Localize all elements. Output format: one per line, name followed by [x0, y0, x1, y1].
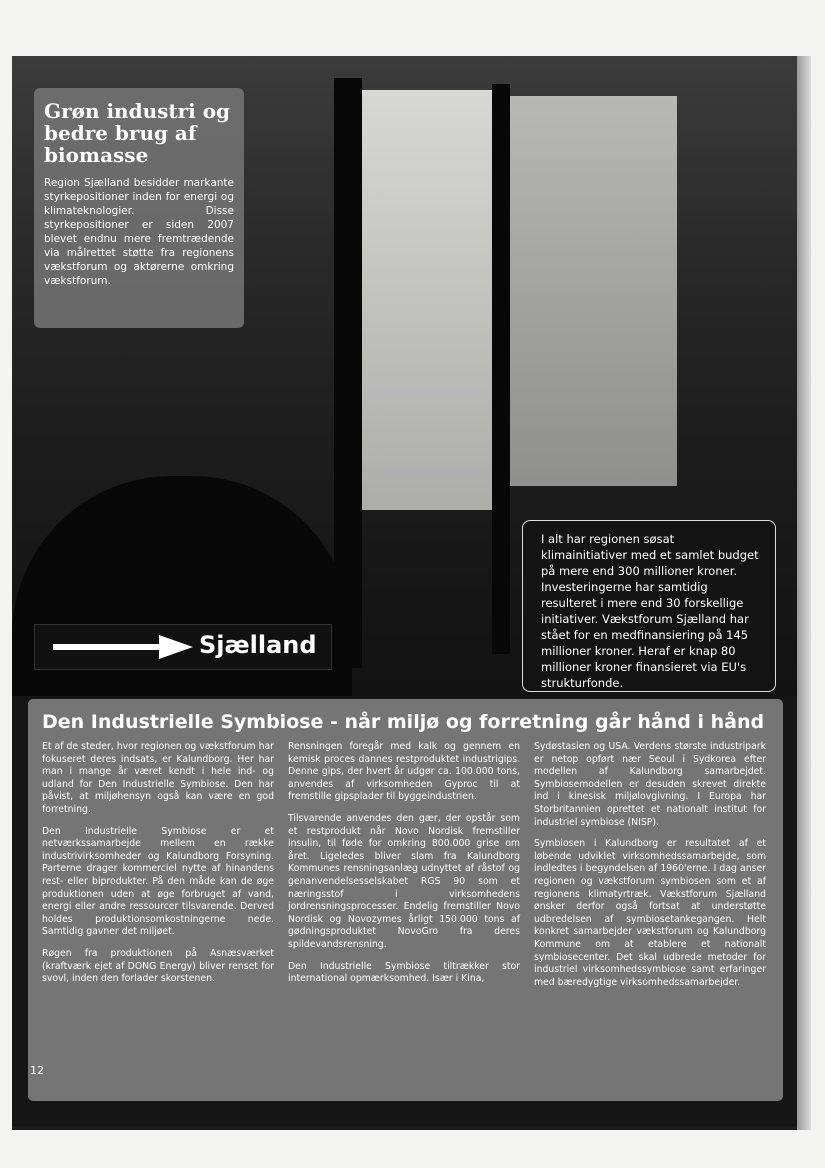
intro-text: Region Sjælland besidder markante styrkepositioner inden for energi og klimateknologier. Disse styrkepositioner er siden 2007 blevet endnu mere fremtrædende via målrettet støtte fra regionens vækstforum og aktørerne omkring vækstforum. — [44, 177, 234, 287]
paragraph: Den Industrielle Symbiose er et netværkssamarbejde mellem en række industrivirksomheder og Kalundborg Forsyning. Parterne drager kommerciel nytte af hinandens rest- eller biprodukter. På den måde kan de øge produktionen uden at øge forbruget af vand, energi eller andre ressourcer tilsvarende. Derved holdes produktionsomkostningerne nede. Samtidig gavner det miljøet. — [42, 825, 274, 938]
paragraph: Et af de steder, hvor regionen og vækstforum har fokuseret deres indsats, er Kalundborg. Her har man i mange år været kendt i hele ind- og udland for Den Industrielle Symbiose. Den har påvist, at miljøhensyn også kan være en god forretning. — [42, 741, 274, 815]
region-label: Sjælland — [199, 631, 317, 659]
article-column-2 — [288, 741, 520, 998]
callout-box — [522, 520, 776, 692]
paragraph: Den Industrielle Symbiose tiltrækker stor international opmærksomhed. Især i Kina, — [288, 960, 520, 985]
arrow-right-icon — [53, 635, 193, 659]
article-title: Den Industrielle Symbiose - når miljø og forretning går hånd i hånd — [42, 711, 765, 733]
door-frame-2 — [492, 84, 510, 654]
magazine-page — [12, 56, 797, 1126]
paragraph: Rensningen foregår med kalk og gennem en kemisk proces dannes restproduktet industrigips. Denne gips, der hvert år udgør ca. 100.000 tons, anvendes af virksomheden Gyproc til at fremstille gipsplader til byggeindustrien. — [288, 741, 520, 803]
region-bar — [34, 624, 332, 670]
page-edge — [797, 56, 811, 1130]
window-light — [360, 90, 494, 510]
intro-title: Grøn industri og bedre brug af biomasse — [44, 99, 231, 167]
window-light-2 — [507, 96, 677, 486]
article-column-1 — [42, 741, 274, 998]
callout-text: I alt har regionen søsat klimainitiativer med et samlet budget på mere end 300 millioner kroner. Investeringerne har samtidig resulteret i mere end 30 forskellige initiativer. Vækstforum Sjælland har stået for en medfinansiering på 145 millioner kroner. Heraf er knap 80 millioner kroner finansieret via EU's strukturfonde. — [541, 532, 759, 690]
intro-box — [34, 88, 244, 328]
page-number: 12 — [30, 1064, 44, 1077]
paragraph: Sydøstasien og USA. Verdens største industripark er netop opført nær Seoul i Sydkorea efter modellen af Kalundborg samarbejdet. Symbiosemodellen er desuden skrevet direkte ind i kinesisk miljølovgivning. I Europa har Storbritannien oprettet et nationalt institut for industriel symbiose (NISP). — [534, 741, 766, 828]
article-column-3 — [534, 741, 766, 998]
paragraph: Symbiosen i Kalundborg er resultatet af et løbende udviklet virksomhedssamarbejde, som indledtes i begyndelsen af 1960'erne. I dag anser regionen og vækstforum symbiosen som et af regionens klimatyrtræk. Vækstforum Sjælland ønsker derfor også fortsat at understøtte udbredelsen af symbiosetankegangen. Helt konkret samarbejder vækstforum og Kalundborg Kommune om at etablere et nationalt symbiosecenter. Det skal udbrede metoder for industriel virksomhedssymbiose samt erfaringer med bæredygtige virksomhedssamarbejder. — [534, 838, 766, 988]
article-box — [28, 699, 783, 1101]
paragraph: Tilsvarende anvendes den gær, der opstår som et restprodukt når Novo Nordisk fremstiller insulin, til føde for omkring 800.000 grise om året. Ligeledes bliver slam fra Kalundborg Kommunes rensningsanlæg udnyttet af råstof og genanvendelsesselskabet RGS 90 som et næringsstof i virksomhedens jordrensningsprocesser. Endelig fremstiller Novo Nordisk og Novozymes årligt 150.000 tons af gødningsproduktet NovoGro fra deres spildevandsrensning. — [288, 812, 520, 950]
paragraph: Røgen fra produktionen på Asnæsværket (kraftværk ejet af DONG Energy) bliver renset for svovl, inden den forlader skorstenen. — [42, 947, 274, 985]
bottom-strip — [12, 1126, 797, 1130]
